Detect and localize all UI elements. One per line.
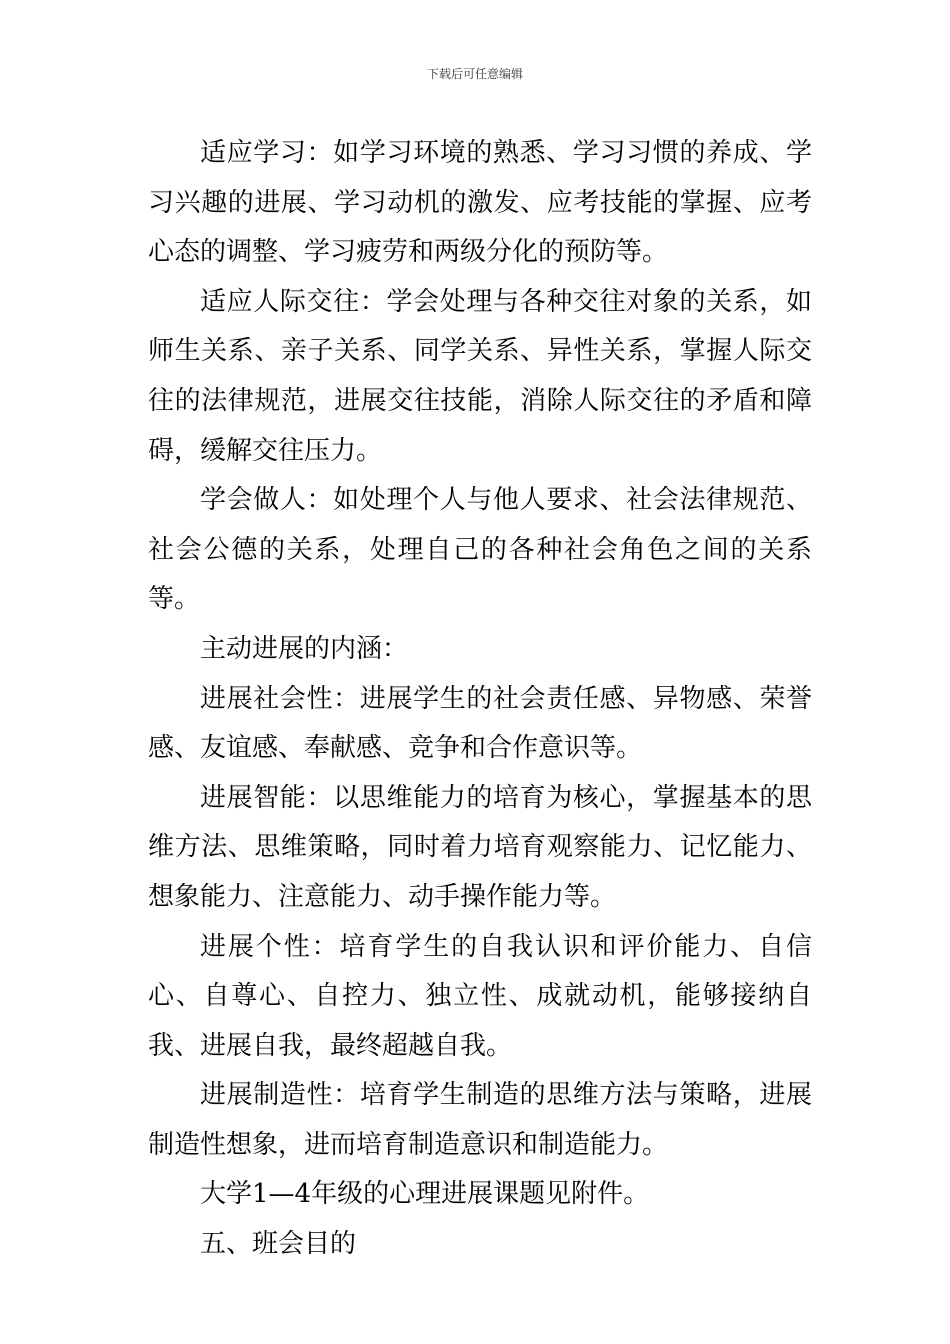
paragraph-develop-creativity: 进展制造性：培育学生制造的思维方法与策略，进展制造性想象，进而培育制造意识和制造能力。: [148, 1080, 812, 1160]
paragraph-learn-to-be-human: 学会做人：如处理个人与他人要求、社会法律规范、社会公德的关系，处理自己的各种社会角色之间的关系等。: [148, 485, 812, 615]
section-heading-class-meeting-purpose: 五、班会目的: [200, 1229, 357, 1260]
paragraph-adapt-learning: 适应学习：如学习环境的熟悉、学习习惯的养成、学习兴趣的进展、学习动机的激发、应考技能的掌握、应考心态的调整、学习疲劳和两级分化的预防等。: [148, 138, 812, 268]
paragraph-develop-personality: 进展个性：培育学生的自我认识和评价能力、自信心、自尊心、自控力、独立性、成就动机，能够接纳自我、进展自我，最终超越自我。: [148, 931, 812, 1061]
paragraph-adapt-interpersonal: 适应人际交往：学会处理与各种交往对象的关系，如师生关系、亲子关系、同学关系、异性关系，掌握人际交往的法律规范，进展交往技能，消除人际交往的矛盾和障碍，缓解交往压力。: [148, 286, 812, 466]
document-body: [148, 129, 812, 1270]
paragraph-active-development-heading: 主动进展的内涵：: [200, 633, 409, 664]
paragraph-develop-sociality: 进展社会性：进展学生的社会责任感、异物感、荣誉感、友谊感、奉献感、竞争和合作意识等。: [148, 683, 812, 764]
page-header: 下载后可任意编辑: [426, 67, 523, 81]
paragraph-develop-intelligence: 进展智能：以思维能力的培育为核心，掌握基本的思维方法、思维策略，同时着力培育观察能力、记忆能力、想象能力、注意能力、动手操作能力等。: [148, 782, 812, 912]
paragraph-attachment-note: 大学1—4年级的心理进展课题见附件。: [200, 1179, 650, 1210]
